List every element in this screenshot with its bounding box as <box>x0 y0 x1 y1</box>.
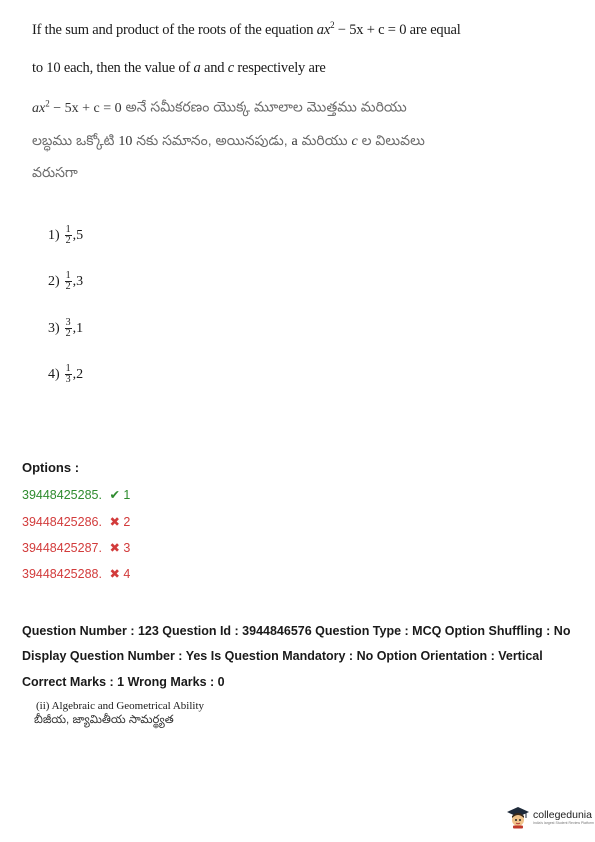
question-meta-line3: Correct Marks : 1 Wrong Marks : 0 <box>22 675 225 689</box>
check-icon: ✔ <box>109 488 120 502</box>
question-meta-line2: Display Question Number : Yes Is Question Mandatory : No Option Orientation : Vertical <box>22 649 543 663</box>
te-var-c: c <box>351 134 358 149</box>
question-text: are equal <box>406 21 461 38</box>
fraction-den: 2 <box>65 281 71 292</box>
question-text: respectively are <box>234 60 326 76</box>
option-row-1 <box>22 487 130 502</box>
section-label-en: (ii) Algebraic and Geometrical Ability <box>36 700 205 712</box>
option-id: 39448425288. <box>22 567 102 581</box>
equation-rest: − 5x + c = 0 <box>334 21 407 38</box>
fraction-num: 3 <box>65 317 71 328</box>
te-equation-rest: − 5x + c = 0 <box>49 100 122 116</box>
te-text: ల విలువలు <box>357 132 425 148</box>
question-text-en-line1 <box>32 20 461 39</box>
choice-fraction <box>65 271 72 292</box>
brand-tagline: India's largest Student Review Platform <box>533 821 594 825</box>
option-number: 3 <box>123 541 131 555</box>
fraction-den: 2 <box>65 328 71 339</box>
question-text-en-line2 <box>32 60 326 77</box>
fraction-den: 2 <box>65 235 71 246</box>
te-text: మరియు <box>297 132 352 148</box>
option-number: 2 <box>123 515 131 529</box>
choice-4 <box>48 364 83 385</box>
brand-text <box>533 809 594 825</box>
option-row-4 <box>22 566 130 581</box>
options-title: Options : <box>22 460 80 475</box>
choice-label: 1) <box>48 227 60 243</box>
choice-fraction <box>65 225 72 246</box>
graduate-mascot-icon <box>506 805 530 829</box>
choice-1 <box>48 225 83 246</box>
te-var-a: a <box>291 134 298 149</box>
fraction-num: 1 <box>65 363 71 374</box>
te-text: లబ్ధము ఒక్కోటి <box>32 132 119 148</box>
question-text: If the sum and product of the roots of the equation <box>32 21 317 38</box>
te-number: 10 <box>118 134 133 149</box>
choice-2 <box>48 271 83 292</box>
equation-exponent: 2 <box>330 20 335 30</box>
cross-icon: ✖ <box>109 541 120 555</box>
option-id: 39448425286. <box>22 515 102 529</box>
cross-icon: ✖ <box>109 567 120 581</box>
fraction-den: 3 <box>65 374 71 385</box>
option-id: 39448425285. <box>22 488 102 502</box>
choice-value: ,5 <box>72 227 84 243</box>
option-id: 39448425287. <box>22 541 102 555</box>
equation-var: ax <box>316 21 331 38</box>
te-text: వరుసగా <box>32 164 78 180</box>
var-a: a <box>193 60 201 76</box>
fraction-num: 1 <box>65 224 71 235</box>
option-row-2 <box>22 514 130 529</box>
option-number: 1 <box>123 488 131 502</box>
question-text-te-line1 <box>32 98 407 119</box>
choice-value: ,1 <box>72 320 84 336</box>
section-label-te: బీజీయ, జ్యామితీయ సామర్థ్యత <box>34 714 174 726</box>
choice-value: ,3 <box>72 273 84 289</box>
question-meta-line1: Question Number : 123 Question Id : 3944846576 Question Type : MCQ Option Shuffling : No <box>22 624 571 638</box>
brand-name: collegedunia <box>533 809 592 821</box>
choice-label: 4) <box>48 366 60 382</box>
question-text-te-line2 <box>32 132 425 152</box>
te-equation-exponent: 2 <box>45 98 50 108</box>
te-equation <box>32 98 122 116</box>
question-text: and <box>200 60 228 76</box>
choice-value: ,2 <box>72 366 84 382</box>
te-text: అనే సమీకరణం యొక్క మూలాల మొత్తము మరియు <box>121 98 407 115</box>
choice-fraction <box>65 318 72 339</box>
choice-label: 3) <box>48 320 60 336</box>
fraction-num: 1 <box>65 270 71 281</box>
choice-label: 2) <box>48 273 60 289</box>
option-number: 4 <box>123 567 131 581</box>
te-text: నకు సమానం, అయినపుడు, <box>132 132 292 148</box>
cross-icon: ✖ <box>109 515 120 529</box>
var-c: c <box>227 60 234 76</box>
choice-fraction <box>65 364 72 385</box>
question-text-te-line3 <box>32 164 78 184</box>
te-equation-var: ax <box>32 100 46 116</box>
choice-3 <box>48 318 83 339</box>
question-text: to 10 each, then the value of <box>32 60 194 76</box>
brand-logo <box>506 805 594 829</box>
option-row-3 <box>22 540 130 555</box>
